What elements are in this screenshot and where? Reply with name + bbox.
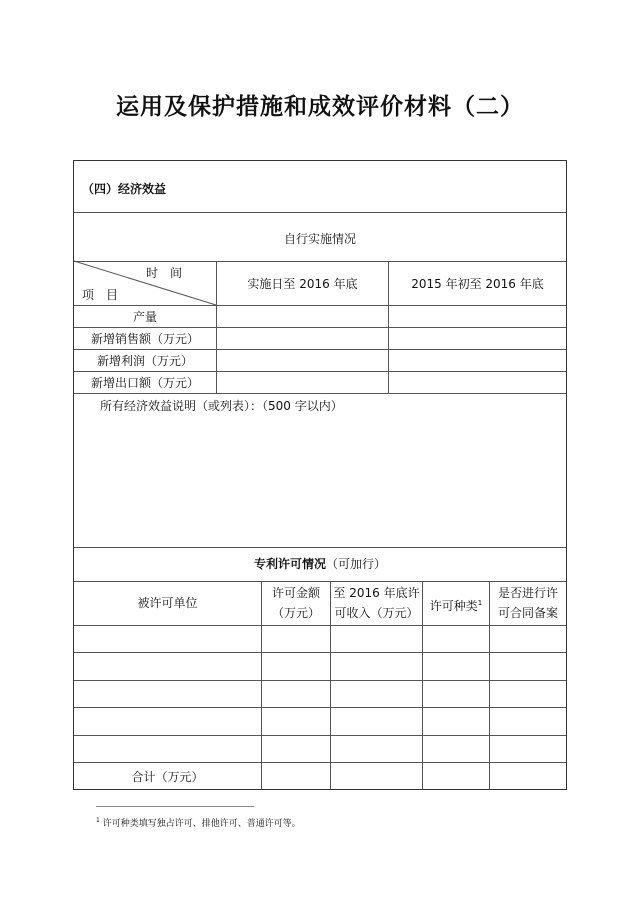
- license-heading-note: （可加行）: [326, 557, 387, 571]
- footnote-text: 许可种类填写独占许可、排他许可、普通许可等。: [102, 819, 301, 829]
- row-label: 新增销售额（万元）: [90, 332, 199, 346]
- column-header: 许可金额: [271, 586, 320, 600]
- column-header-text: 许可种类: [429, 599, 478, 613]
- self-impl-heading: 自行实施情况: [283, 232, 356, 246]
- footnote-mark: 1: [96, 817, 100, 824]
- column-header: 实施日至 2016 年底: [247, 277, 358, 291]
- column-header: 被许可单位: [137, 596, 198, 610]
- evaluation-table: [73, 160, 567, 790]
- column-header: 可合同备案: [497, 606, 558, 620]
- column-header: 是否进行许: [497, 586, 558, 600]
- column-header: 2015 年初至 2016 年底: [411, 277, 544, 291]
- column-header: （万元）: [271, 606, 320, 620]
- corner-item-label: 项 目: [82, 288, 119, 302]
- corner-time-label: 时 间: [146, 266, 183, 280]
- column-header: 可收入（万元）: [334, 606, 419, 620]
- row-label: 产量: [132, 310, 157, 324]
- page-title: 运用及保护措施和成效评价材料（二）: [116, 94, 524, 120]
- license-heading-text: 专利许可情况: [253, 557, 326, 571]
- section-label: （四）经济效益: [82, 182, 167, 196]
- footnote: [96, 815, 301, 830]
- row-label: 新增出口额（万元）: [90, 376, 199, 390]
- economic-note: 所有经济效益说明（或列表）：（500 字以内）: [100, 399, 343, 413]
- total-label: 合计（万元）: [131, 770, 204, 784]
- column-header: [423, 595, 489, 614]
- row-label: 新增利润（万元）: [96, 354, 193, 368]
- footnote-ref: 1: [477, 599, 483, 607]
- footnote-divider: [96, 806, 254, 807]
- column-header: 至 2016 年底许: [333, 586, 420, 600]
- license-heading: [74, 556, 566, 572]
- corner-diagonal: [74, 161, 568, 791]
